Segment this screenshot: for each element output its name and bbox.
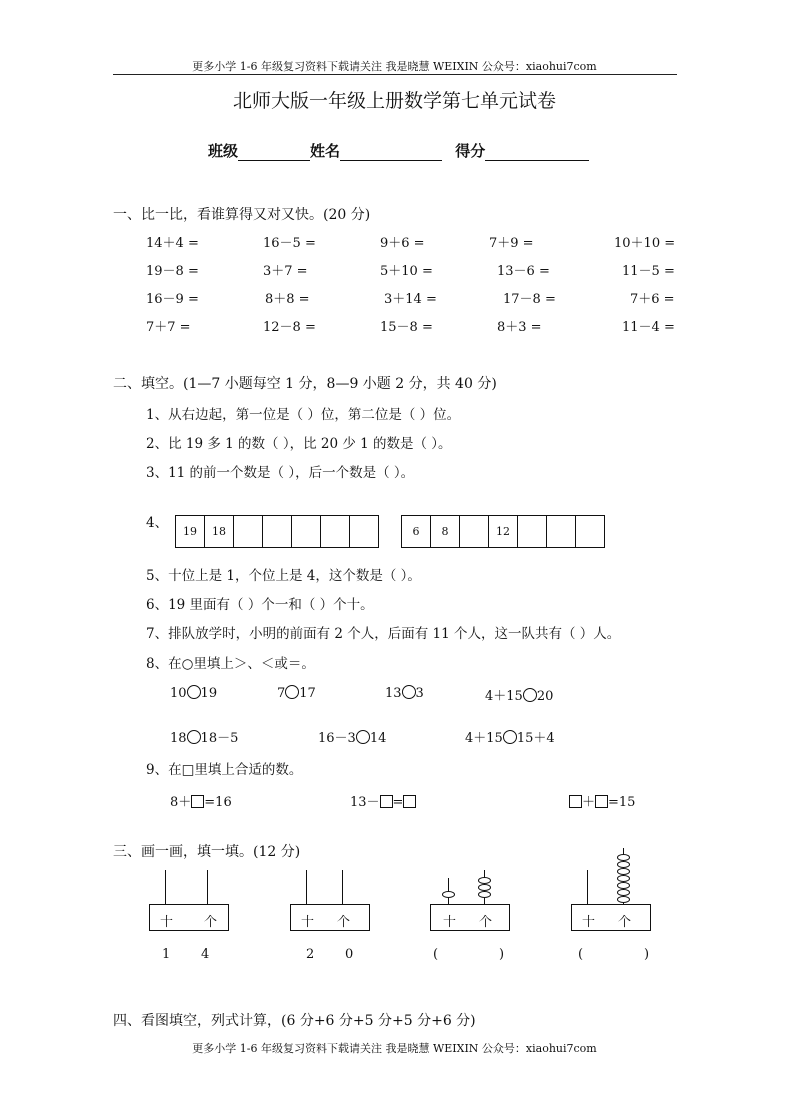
question-2: 2、比 19 多 1 的数（ ），比 20 少 1 的数是（ ）。 <box>146 436 452 452</box>
compare-item: 13 3 <box>385 686 424 701</box>
sequence-cell[interactable] <box>263 516 292 547</box>
compare-circle[interactable] <box>402 685 416 699</box>
sequence-cell: 8 <box>431 516 460 547</box>
calc-item: 7＋7 = <box>146 320 191 335</box>
calc-item: 15－8 = <box>380 320 433 335</box>
compare-circle[interactable] <box>285 685 299 699</box>
abacus-answer-close: ) <box>499 947 505 962</box>
compare-circle[interactable] <box>187 730 201 744</box>
fill-item: ＋ =15 <box>569 791 635 810</box>
tens-label: 十 <box>582 915 596 930</box>
compare-item: 16－3 14 <box>318 731 387 746</box>
calc-item: 16－5 = <box>263 236 316 251</box>
abacus-rod <box>207 870 208 904</box>
calc-item: 12－8 = <box>263 320 316 335</box>
sequence-cell[interactable] <box>460 516 489 547</box>
calc-item: 3＋7 = <box>263 264 308 279</box>
tens-label: 十 <box>160 915 174 930</box>
abacus-bead <box>478 877 491 884</box>
compare-item: 10 19 <box>170 686 218 701</box>
tens-label: 十 <box>443 915 457 930</box>
ones-label: 个 <box>337 915 351 930</box>
number-sequence-2 <box>401 515 605 548</box>
compare-circle[interactable] <box>523 688 537 702</box>
student-info-line <box>208 140 589 161</box>
abacus-bead <box>617 896 630 903</box>
score-label: 得分 <box>455 142 486 160</box>
calc-item: 7＋6 = <box>630 292 675 307</box>
tens-label: 十 <box>301 915 315 930</box>
abacus-rod <box>342 870 343 904</box>
page-footer-note: 更多小学 1-6 年级复习资料下载请关注 我是晓慧 WEIXIN 公众号：xiaohui7com <box>192 1042 597 1055</box>
fill-square[interactable] <box>595 795 608 808</box>
abacus-rod <box>306 870 307 904</box>
header-rule <box>113 74 677 75</box>
section2-heading: 二、填空。(1—7 小题每空 1 分，8—9 小题 2 分，共 40 分) <box>113 376 497 392</box>
abacus-bead <box>478 891 491 898</box>
sequence-cell[interactable] <box>292 516 321 547</box>
page-title: 北师大版一年级上册数学第七单元试卷 <box>232 90 556 112</box>
sequence-cell: 12 <box>489 516 518 547</box>
compare-item: 4＋15 15＋4 <box>465 731 555 746</box>
abacus-answer-close: ) <box>644 947 650 962</box>
calc-item: 3＋14 = <box>384 292 437 307</box>
sequence-cell: 19 <box>176 516 205 547</box>
abacus-bead <box>617 868 630 875</box>
sequence-cell: 6 <box>402 516 431 547</box>
calc-item: 16－9 = <box>146 292 199 307</box>
question-3: 3、11 的前一个数是（ ），后一个数是（ ）。 <box>146 465 415 481</box>
calc-item: 8＋3 = <box>497 320 542 335</box>
abacus-answer-open[interactable]: ( <box>433 947 439 962</box>
abacus-bead <box>617 875 630 882</box>
abacus-bead <box>478 884 491 891</box>
question-9: 9、在□里填上合适的数。 <box>146 762 303 778</box>
fill-item: 8＋ =16 <box>170 795 232 810</box>
compare-circle[interactable] <box>503 730 517 744</box>
sequence-cell[interactable] <box>576 516 604 547</box>
calc-item: 17－8 = <box>503 292 556 307</box>
abacus-answer-right: 0 <box>345 947 354 962</box>
sequence-cell: 18 <box>205 516 234 547</box>
fill-square[interactable] <box>569 795 582 808</box>
abacus-answer-left: 2 <box>306 947 315 962</box>
abacus-frame <box>149 904 229 931</box>
abacus-frame <box>290 904 370 931</box>
ones-label: 个 <box>479 915 493 930</box>
class-blank[interactable] <box>238 144 310 161</box>
calc-item: 11－5 = <box>622 264 675 279</box>
calc-item: 19－8 = <box>146 264 199 279</box>
calc-item: 13－6 = <box>497 264 550 279</box>
section4-heading: 四、看图填空，列式计算，(6 分+6 分+5 分+5 分+6 分) <box>113 1013 476 1029</box>
name-blank[interactable] <box>340 144 442 161</box>
section3-heading: 三、画一画，填一填。(12 分) <box>113 844 301 860</box>
fill-square[interactable] <box>380 795 393 808</box>
calc-item: 9＋6 = <box>380 236 425 251</box>
ones-label: 个 <box>204 915 218 930</box>
score-blank[interactable] <box>485 144 589 161</box>
fill-item: 13－ = <box>350 791 416 810</box>
compare-item: 4＋15 20 <box>485 689 554 704</box>
question-6: 6、19 里面有（ ）个一和（ ）个十。 <box>146 597 374 613</box>
calc-item: 5＋10 = <box>380 264 433 279</box>
question-7: 7、排队放学时，小明的前面有 2 个人，后面有 11 个人，这一队共有（ ）人。 <box>146 626 621 642</box>
abacus-frame <box>571 904 651 931</box>
abacus-1 <box>143 868 233 938</box>
sequence-cell[interactable] <box>518 516 547 547</box>
compare-item: 7 17 <box>277 686 316 701</box>
class-label: 班级 <box>208 142 239 160</box>
sequence-cell[interactable] <box>321 516 350 547</box>
question-5: 5、十位上是 1，个位上是 4，这个数是（ ）。 <box>146 568 421 584</box>
abacus-answer-right: 4 <box>201 947 210 962</box>
ones-label: 个 <box>618 915 632 930</box>
compare-circle[interactable] <box>187 685 201 699</box>
abacus-bead <box>617 861 630 868</box>
calc-item: 8＋8 = <box>265 292 310 307</box>
calc-item: 14＋4 = <box>146 236 199 251</box>
section1-heading: 一、比一比，看谁算得又对又快。(20 分) <box>113 207 371 223</box>
question-4-label: 4、 <box>146 515 169 531</box>
calc-item: 10＋10 = <box>614 236 676 251</box>
compare-item: 18 18－5 <box>170 731 239 746</box>
name-label: 姓名 <box>310 142 341 160</box>
abacus-bead <box>617 889 630 896</box>
page-header-note: 更多小学 1-6 年级复习资料下载请关注 我是晓慧 WEIXIN 公众号：xiaohui7com <box>192 60 597 73</box>
compare-circle[interactable] <box>356 730 370 744</box>
abacus-rod <box>587 870 588 904</box>
fill-square[interactable] <box>191 795 204 808</box>
question-1: 1、从右边起，第一位是（ ）位，第二位是（ ）位。 <box>146 407 461 423</box>
abacus-3 <box>424 868 514 938</box>
abacus-answer-open[interactable]: ( <box>578 947 584 962</box>
sequence-cell[interactable] <box>234 516 263 547</box>
calc-item: 7＋9 = <box>489 236 534 251</box>
calc-item: 11－4 = <box>622 320 675 335</box>
fill-square[interactable] <box>403 795 416 808</box>
abacus-bead <box>617 882 630 889</box>
abacus-bead <box>442 891 455 898</box>
abacus-frame <box>430 904 510 931</box>
sequence-cell[interactable] <box>350 516 378 547</box>
question-8: 8、在○里填上＞、＜或＝。 <box>146 656 315 672</box>
abacus-answer-left: 1 <box>162 947 171 962</box>
abacus-2 <box>284 868 374 938</box>
abacus-4 <box>565 848 655 938</box>
number-sequence-1 <box>175 515 379 548</box>
sequence-cell[interactable] <box>547 516 576 547</box>
abacus-rod <box>165 870 166 904</box>
abacus-bead <box>617 854 630 861</box>
